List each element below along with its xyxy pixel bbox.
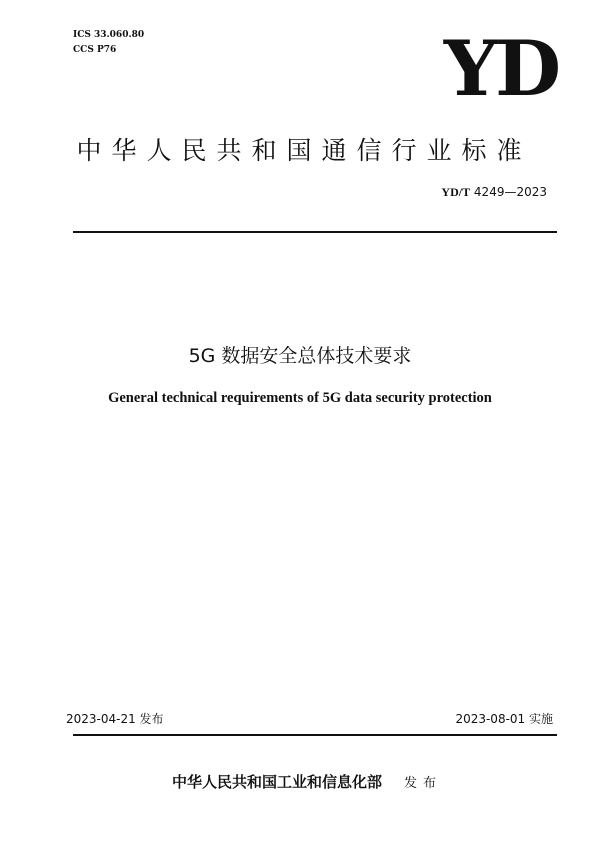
publisher-line — [0, 771, 600, 795]
top-divider — [73, 231, 557, 233]
implementation-date: 2023-08-01 实施 — [455, 712, 553, 726]
standard-code: YD/T — [441, 185, 471, 199]
ics-code: ICS 33.060.80 — [73, 30, 145, 40]
title-english: General technical requirements of 5G data security protection — [108, 390, 492, 406]
standard-number — [0, 184, 547, 200]
ccs-code: CCS P76 — [73, 45, 117, 55]
issue-date: 2023-04-21 发布 — [66, 712, 164, 726]
yd-logo: YD — [443, 24, 558, 113]
bottom-divider — [73, 734, 557, 736]
publisher-name: 中华人民共和国工业和信息化部 — [171, 773, 382, 791]
standard-category: 中华人民共和国通信行业标准 — [76, 136, 532, 165]
publish-label: 发布 — [404, 776, 443, 791]
standard-number-value: 4249—2023 — [473, 185, 547, 199]
title-chinese: 5G 数据安全总体技术要求 — [188, 345, 412, 367]
